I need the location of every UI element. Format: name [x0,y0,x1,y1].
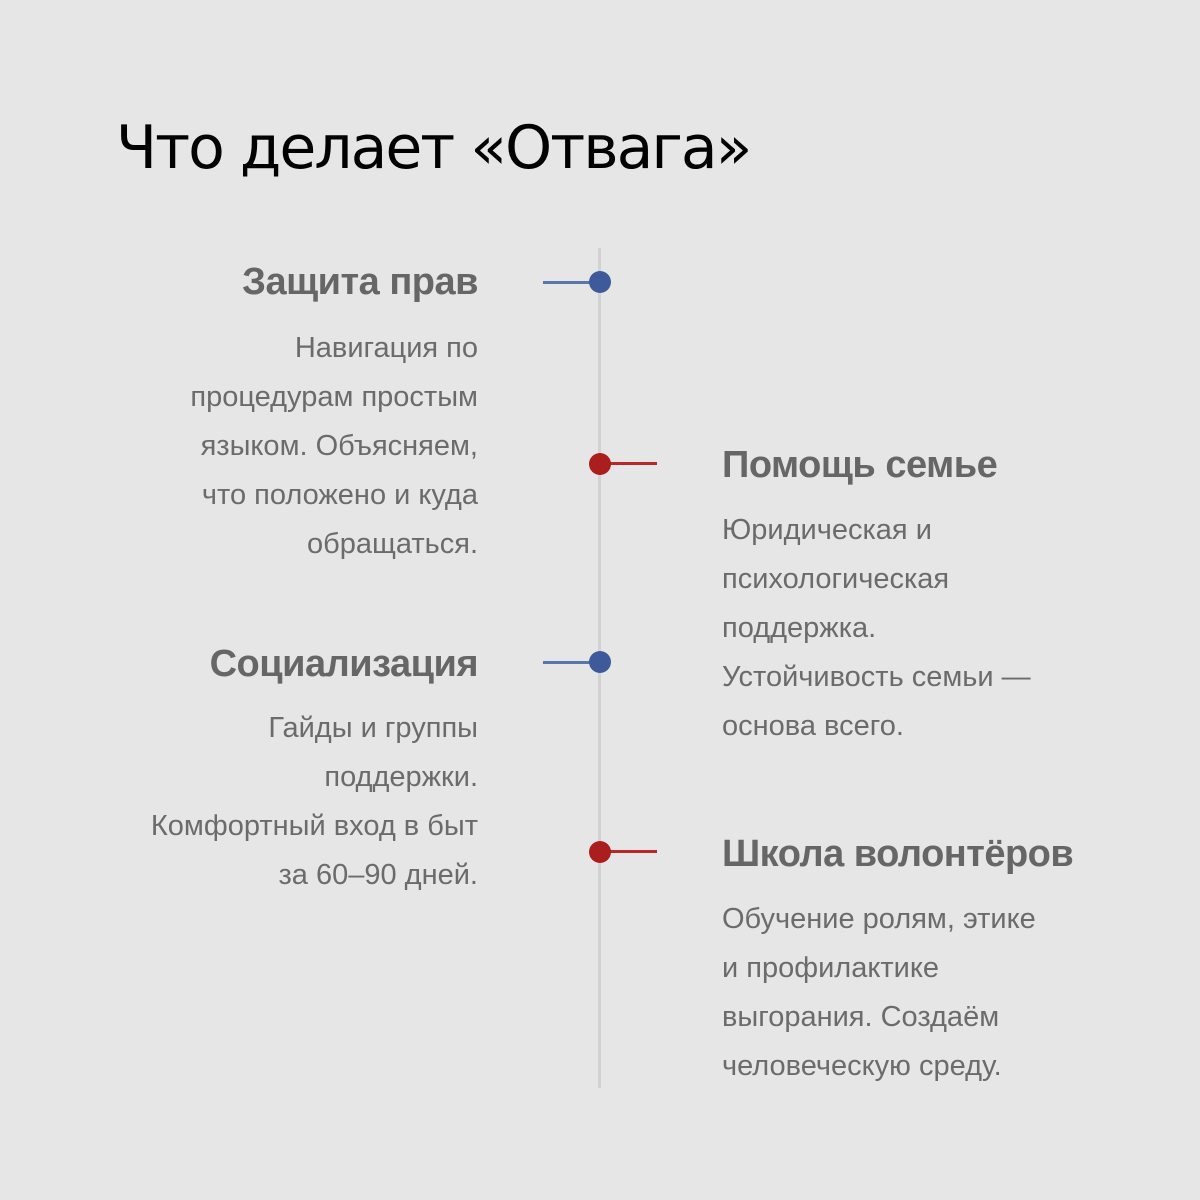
item-socialization [58,640,478,900]
timeline-dot-socialization [589,651,611,673]
item-title: Помощь семье [722,444,998,486]
item-rights-protection [58,258,478,569]
timeline-dot-volunteers [589,841,611,863]
page-title: Что делает «Отвага» [116,113,751,183]
item-title: Защита прав [242,261,478,303]
item-description: Обучение ролям, этике и профилактике выгорания. Создаём человеческую среду. [722,903,1036,1082]
item-title: Школа волонтёров [722,833,1074,875]
timeline-dot-family [589,453,611,475]
item-description: Навигация по процедурам простым языком. Объясняем, что положено и куда обращаться. [190,332,478,560]
timeline-dot-protection [589,271,611,293]
item-title: Социализация [209,643,478,685]
item-volunteer-school [722,830,1152,1091]
item-description: Гайды и группы поддержки. Комфортный вход в быт за 60–90 дней. [150,712,478,891]
item-family-help [722,441,1142,751]
item-description: Юридическая и психологическая поддержка. Устойчивость семьи — основа всего. [722,514,1031,742]
